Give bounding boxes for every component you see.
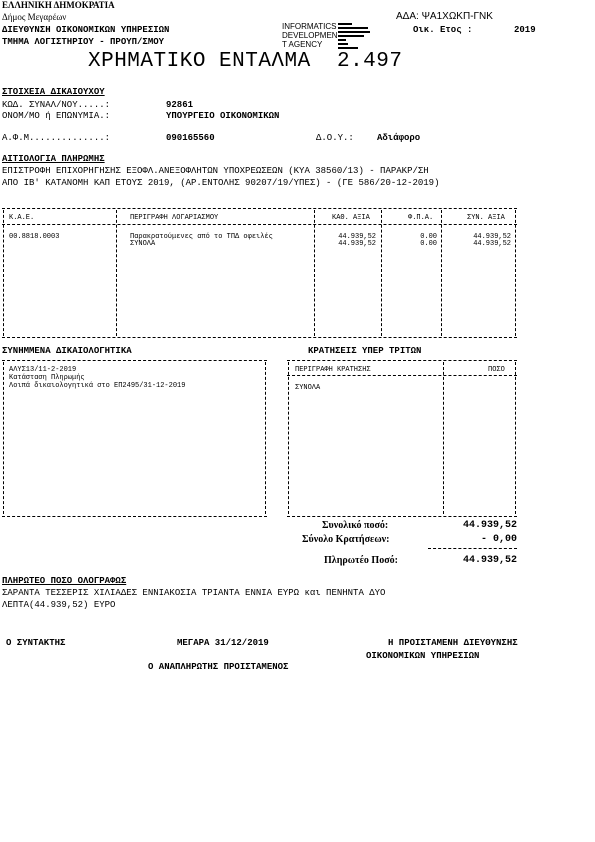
documents-top-rule [2, 360, 267, 361]
header-line-1: ΕΛΛΗΝΙΚΗ ΔΗΜΟΚΡΑΤΙΑ [2, 0, 115, 10]
deductions-col-divider [443, 362, 444, 514]
director-signature-line-1: Η ΠΡΟΙΣΤΑΜΕΝΗ ΔΙΕΥΘΥΝΣΗΣ [388, 638, 518, 648]
row-net-value: 44.939,52 [338, 233, 376, 241]
table-header-rule [2, 224, 517, 225]
header-description: ΠΕΡΙΓΡΑΦΗ ΛΟΓΑΡΙΑΣΜΟΥ [130, 214, 219, 222]
documents-left-border [3, 362, 4, 514]
beneficiary-afm-label: Α.Φ.Μ..............: [2, 133, 111, 143]
place-date: ΜΕΓΑΡΑ 31/12/2019 [177, 638, 269, 648]
row-total-value: 44.939,52 [473, 233, 511, 241]
deductions-header-description: ΠΕΡΙΓΡΑΦΗ ΚΡΑΤΗΣΗΣ [295, 366, 371, 374]
justification-section-title: ΑΙΤΙΟΛΟΓΙΑ ΠΛΗΡΩΜΗΣ [2, 154, 105, 164]
payable-amount-label: Πληρωτέο Ποσό: [324, 555, 398, 566]
deductions-header-amount: ΠΟΣΟ [488, 366, 505, 374]
director-signature-line-2: ΟΙΚΟΝΟΜΙΚΩΝ ΥΠΗΡΕΣΙΩΝ [366, 651, 480, 661]
header-vat: Φ.Π.Α. [408, 214, 434, 222]
beneficiary-name-value: ΥΠΟΥΡΓΕΙΟ ΟΙΚΟΝΟΜΙΚΩΝ [166, 111, 280, 121]
row-kae: 00.8818.0003 [9, 233, 60, 241]
beneficiary-doy-label: Δ.Ο.Υ.: [316, 133, 354, 143]
informatics-agency-logo: INFORMATICS DEVELOPMEN T AGENCY [282, 22, 382, 56]
header-net-value: ΚΑΘ. ΑΞΙΑ [332, 214, 370, 222]
total-amount-value: 44.939,52 [462, 520, 517, 531]
totals-row-vat: 0.00 [420, 240, 437, 248]
deductions-section-title: ΚΡΑΤΗΣΕΙΣ ΥΠΕΡ ΤΡΙΤΩΝ [308, 346, 422, 356]
fiscal-year-value: 2019 [514, 25, 536, 35]
document-item: Λοιπά δικαιολογητικά στο ΕΠ2495/31-12-2019 [9, 382, 186, 390]
amount-words-line-1: ΣΑΡΑΝΤΑ ΤΕΣΣΕΡΙΣ ΧΙΛΙΑΔΕΣ ΕΝΝΙΑΚΟΣΙΑ ΤΡΙΑΝΤΑ ΕΝΝΙΑ ΕΥΡΩ και ΠΕΝΗΝΤΑ ΔΥΟ [2, 588, 386, 598]
totals-row-total-value: 44.939,52 [473, 240, 511, 248]
beneficiary-section-title: ΣΤΟΙΧΕΙΑ ΔΙΚΑΙΟΥΧΟΥ [2, 87, 105, 97]
amount-words-section-title: ΠΛΗΡΩΤΕΟ ΠΟΣΟ ΟΛΟΓΡΑΦΩΣ [2, 576, 127, 586]
beneficiary-name-label: ΟΝΟΜ/ΜΟ ή ΕΠΩΝΥΜΙΑ.: [2, 111, 111, 121]
documents-right-border [265, 362, 266, 514]
header-line-4: ΤΜΗΜΑ ΛΟΓΙΣΤΗΡΙΟΥ - ΠΡΟΥΠ/ΣΜΟΥ [2, 37, 165, 47]
author-signature-label: Ο ΣΥΝΤΑΚΤΗΣ [6, 638, 66, 648]
table-col-divider [515, 210, 516, 336]
deputy-signature-label: Ο ΑΝΑΠΛΗΡΩΤΗΣ ΠΡΟΙΣΤΑΜΕΝΟΣ [148, 662, 289, 672]
header-line-2: Δήμος Μεγαρέων [2, 12, 67, 22]
table-col-divider [314, 210, 315, 336]
beneficiary-doy-value: Αδιάφορο [377, 133, 421, 143]
ada-code: ΑΔΑ: ΨΑ1ΧΩΚΠ-ΓΝΚ [396, 11, 493, 22]
header-line-3: ΔΙΕΥΘΥΝΣΗ ΟΙΚΟΝΟΜΙΚΩΝ ΥΠΗΡΕΣΙΩΝ [2, 25, 170, 35]
documents-bottom-rule [2, 516, 267, 517]
document-title [88, 50, 402, 73]
deductions-bottom-rule [287, 516, 517, 517]
logo-fine-print-mark [338, 23, 372, 53]
deductions-top-rule [287, 360, 517, 361]
order-number: 2.497 [336, 50, 403, 73]
table-col-divider [3, 210, 4, 336]
header-kae: Κ.Α.Ε. [9, 214, 35, 222]
table-col-divider [116, 210, 117, 336]
documents-section-title: ΣΥΝΗΜΜΕΝΑ ΔΙΚΑΙΟΛΟΓΗΤΙΚΑ [2, 346, 132, 356]
total-amount-label: Συνολικό ποσό: [322, 520, 389, 531]
document-item: ΑΛΥΣ13/11-2-2019 [9, 366, 77, 374]
deductions-header-rule [287, 375, 517, 376]
fiscal-year-label: Οικ. Ετος : [413, 25, 473, 35]
table-bottom-rule [2, 337, 517, 338]
row-description: Παρακρατούμενες από το ΤΠΔ οφειλές [130, 233, 273, 241]
title-text: ΧΡΗΜΑΤΙΚΟ ΕΝΤΑΛΜΑ [88, 50, 311, 73]
deductions-totals-label: ΣΥΝΟΛΑ [295, 384, 321, 392]
totals-rule [428, 548, 517, 549]
deductions-total-label: Σύνολο Κρατήσεων: [302, 534, 390, 545]
table-col-divider [381, 210, 382, 336]
totals-row-net-value: 44.939,52 [338, 240, 376, 248]
totals-row-label: ΣΥΝΟΛΑ [130, 240, 156, 248]
payable-amount-value: 44.939,52 [462, 555, 517, 566]
document-item: Κατάσταση Πληρωμής [9, 374, 85, 382]
row-vat: 0.00 [420, 233, 437, 241]
deductions-total-value: - 0,00 [480, 534, 517, 545]
deductions-right-border [515, 362, 516, 514]
justification-line-2: ΑΠΟ ΙΒ' ΚΑΤΑΝΟΜΗ ΚΑΠ ΕΤΟΥΣ 2019, (ΑΡ.ΕΝΤΟΛΗΣ 90207/19/ΥΠΕΣ) - (ΓΕ 586/20-12-2019) [2, 178, 440, 188]
amount-words-line-2: ΛΕΠΤΑ(44.939,52) ΕΥΡΟ [2, 600, 116, 610]
deductions-left-border [288, 362, 289, 514]
beneficiary-code-label: ΚΩΔ. ΣΥΝΑΛ/ΝΟΥ.....: [2, 100, 111, 110]
justification-line-1: ΕΠΙΣΤΡΟΦΗ ΕΠΙΧΟΡΗΓΗΣΗΣ ΕΞΟΦΛ.ΑΝΕΞΟΦΛΗΤΩΝ ΥΠΟΧΡΕΩΣΕΩΝ (ΚΥΑ 38560/13) - ΠΑΡΑΚΡ/ΣΗ [2, 166, 429, 176]
header-total-value: ΣΥΝ. ΑΞΙΑ [467, 214, 505, 222]
beneficiary-afm-value: 090165560 [166, 133, 215, 143]
table-col-divider [441, 210, 442, 336]
beneficiary-code-value: 92861 [166, 100, 194, 110]
table-top-rule [2, 208, 517, 209]
